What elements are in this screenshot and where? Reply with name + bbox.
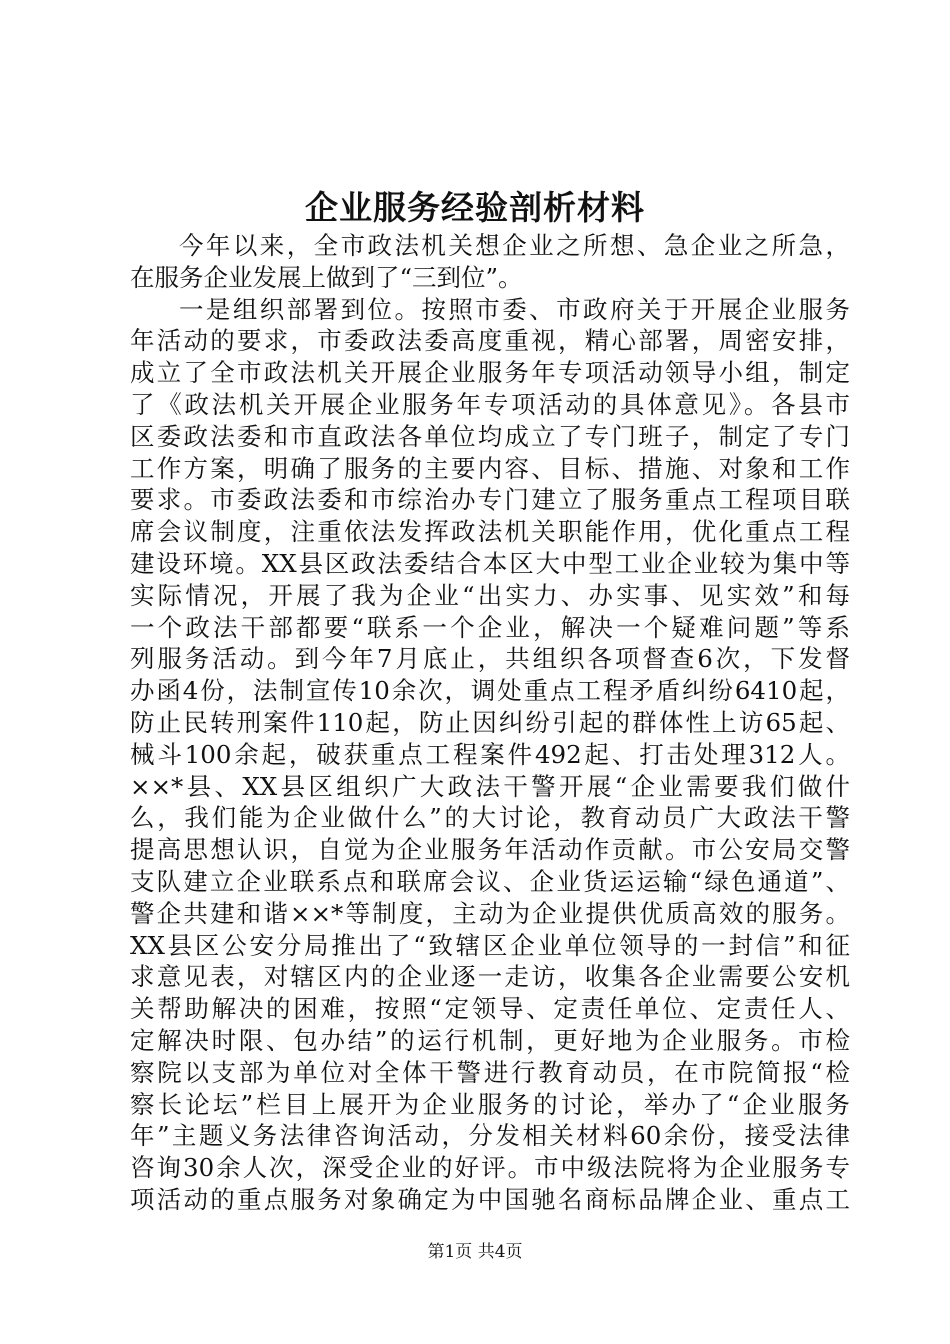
paragraph-line: 定解决时限、包办结”的运行机制，更好地为企业服务。市检: [130, 1025, 850, 1055]
paragraph-line: 一是组织部署到位。按照市委、市政府关于开展企业服务: [179, 294, 850, 324]
paragraph-line: 项活动的重点服务对象确定为中国驰名商标品牌企业、重点工: [130, 1184, 850, 1214]
paragraph-line: 一个政法干部都要“联系一个企业，解决一个疑难问题”等系: [130, 612, 850, 642]
paragraph-line: 在服务企业发展上做到了“三到位”。: [130, 262, 523, 292]
paragraph-line: 工作方案，明确了服务的主要内容、目标、措施、对象和工作: [130, 453, 850, 483]
paragraph-line: 席会议制度，注重依法发挥政法机关职能作用，优化重点工程: [130, 517, 850, 547]
paragraph-line: 列服务活动。到今年7月底止，共组织各项督查6次，下发督: [130, 644, 850, 674]
paragraph-line: 今年以来，全市政法机关想企业之所想、急企业之所急，: [179, 231, 850, 260]
page-number-footer: 第1页 共4页: [427, 1242, 523, 1262]
paragraph-line: ××*县、XX县区组织广大政法干警开展“企业需要我们做什: [130, 771, 850, 801]
paragraph-line: 办函4份，法制宣传10余次，调处重点工程矛盾纠纷6410起，: [130, 676, 850, 706]
paragraph-line: XX县区公安分局推出了“致辖区企业单位领导的一封信”和征: [130, 930, 850, 960]
paragraph-line: 警企共建和谐××*等制度，主动为企业提供优质高效的服务。: [130, 898, 850, 928]
paragraph-line: 求意见表，对辖区内的企业逐一走访，收集各企业需要公安机: [130, 962, 850, 992]
paragraph-line: 察长论坛”栏目上展开为企业服务的讨论，举办了“企业服务: [130, 1089, 850, 1119]
paragraph-line: 要求。市委政法委和市综治办专门建立了服务重点工程项目联: [130, 485, 850, 515]
paragraph-line: 咨询30余人次，深受企业的好评。市中级法院将为企业服务专: [130, 1153, 850, 1183]
paragraph-line: 察院以支部为单位对全体干警进行教育动员，在市院简报“检: [130, 1057, 850, 1087]
paragraph-line: 实际情况，开展了我为企业“出实力、办实事、见实效”和每: [130, 580, 850, 610]
paragraph-line: 支队建立企业联系点和联席会议、企业货运运输“绿色通道”、: [130, 866, 850, 896]
paragraph-line: 械斗100余起，破获重点工程案件492起、打击处理312人。: [130, 739, 850, 769]
paragraph-line: 年活动的要求，市委政法委高度重视，精心部署，周密安排，: [130, 326, 850, 356]
paragraph-line: 了《政法机关开展企业服务年专项活动的具体意见》。各县市: [130, 389, 850, 419]
paragraph-line: 年”主题义务法律咨询活动，分发相关材料60余份，接受法律: [130, 1121, 850, 1151]
paragraph-line: 提高思想认识，自觉为企业服务年活动作贡献。市公安局交警: [130, 835, 850, 865]
document-body: [130, 230, 850, 1216]
document-title: 企业服务经验剖析材料: [305, 188, 645, 227]
paragraph-line: 么，我们能为企业做什么”的大讨论，教育动员广大政法干警: [130, 803, 850, 833]
paragraph-line: 建设环境。XX县区政法委结合本区大中型工业企业较为集中等: [130, 548, 850, 578]
paragraph-line: 成立了全市政法机关开展企业服务年专项活动领导小组，制定: [130, 358, 850, 388]
paragraph-line: 防止民转刑案件110起，防止因纠纷引起的群体性上访65起、: [130, 707, 850, 737]
paragraph-line: 关帮助解决的困难，按照“定领导、定责任单位、定责任人、: [130, 994, 850, 1024]
paragraph-line: 区委政法委和市直政法各单位均成立了专门班子，制定了专门: [130, 421, 850, 451]
